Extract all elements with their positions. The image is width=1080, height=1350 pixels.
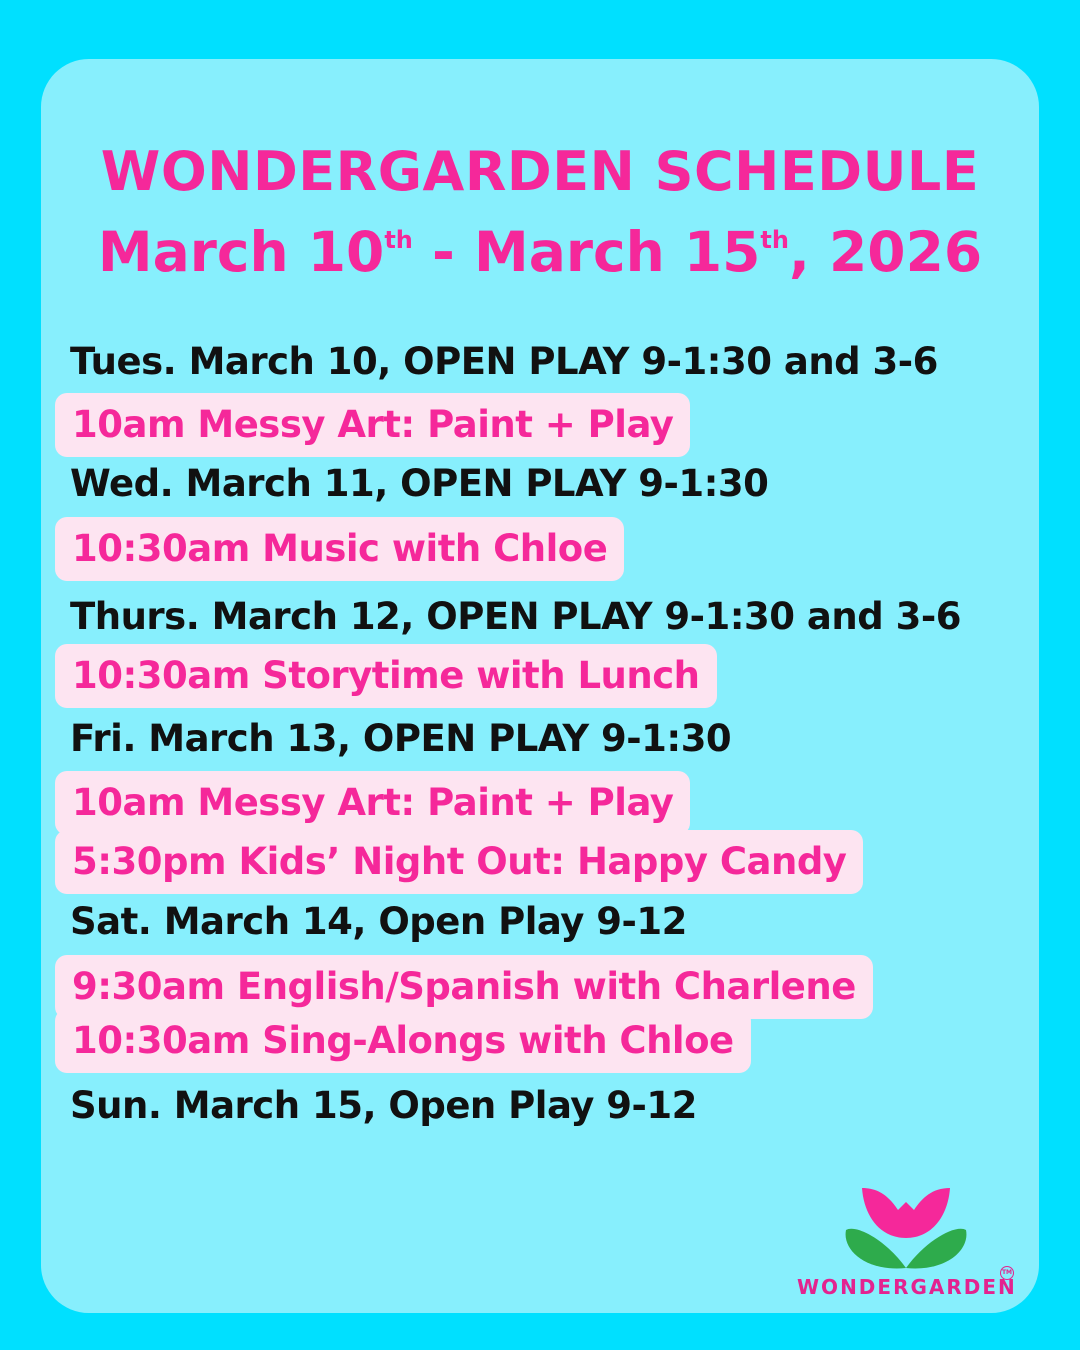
trademark-symbol: TM	[1000, 1266, 1014, 1280]
event-friday-messy-art: 10am Messy Art: Paint + Play	[55, 771, 690, 835]
day-tuesday: Tues. March 10, OPEN PLAY 9-1:30 and 3-6	[70, 340, 938, 383]
day-wednesday: Wed. March 11, OPEN PLAY 9-1:30	[70, 462, 769, 505]
event-wednesday-music: 10:30am Music with Chloe	[55, 517, 624, 581]
event-tuesday-messy-art: 10am Messy Art: Paint + Play	[55, 393, 690, 457]
day-saturday: Sat. March 14, Open Play 9-12	[70, 900, 687, 943]
event-friday-kids-night-out: 5:30pm Kids’ Night Out: Happy Candy	[55, 830, 863, 894]
day-friday: Fri. March 13, OPEN PLAY 9-1:30	[70, 717, 732, 760]
day-thursday: Thurs. March 12, OPEN PLAY 9-1:30 and 3-6	[70, 595, 961, 638]
event-saturday-english-spanish: 9:30am English/Spanish with Charlene	[55, 955, 873, 1019]
schedule-date-range: March 10th - March 15th, 2026	[97, 220, 983, 284]
schedule-title: WONDERGARDEN SCHEDULE	[100, 140, 980, 203]
event-saturday-sing-alongs: 10:30am Sing-Alongs with Chloe	[55, 1009, 751, 1073]
day-sunday: Sun. March 15, Open Play 9-12	[70, 1084, 697, 1127]
logo-wordmark: WONDERGARDEN	[797, 1275, 1017, 1299]
event-thursday-storytime: 10:30am Storytime with Lunch	[55, 644, 717, 708]
